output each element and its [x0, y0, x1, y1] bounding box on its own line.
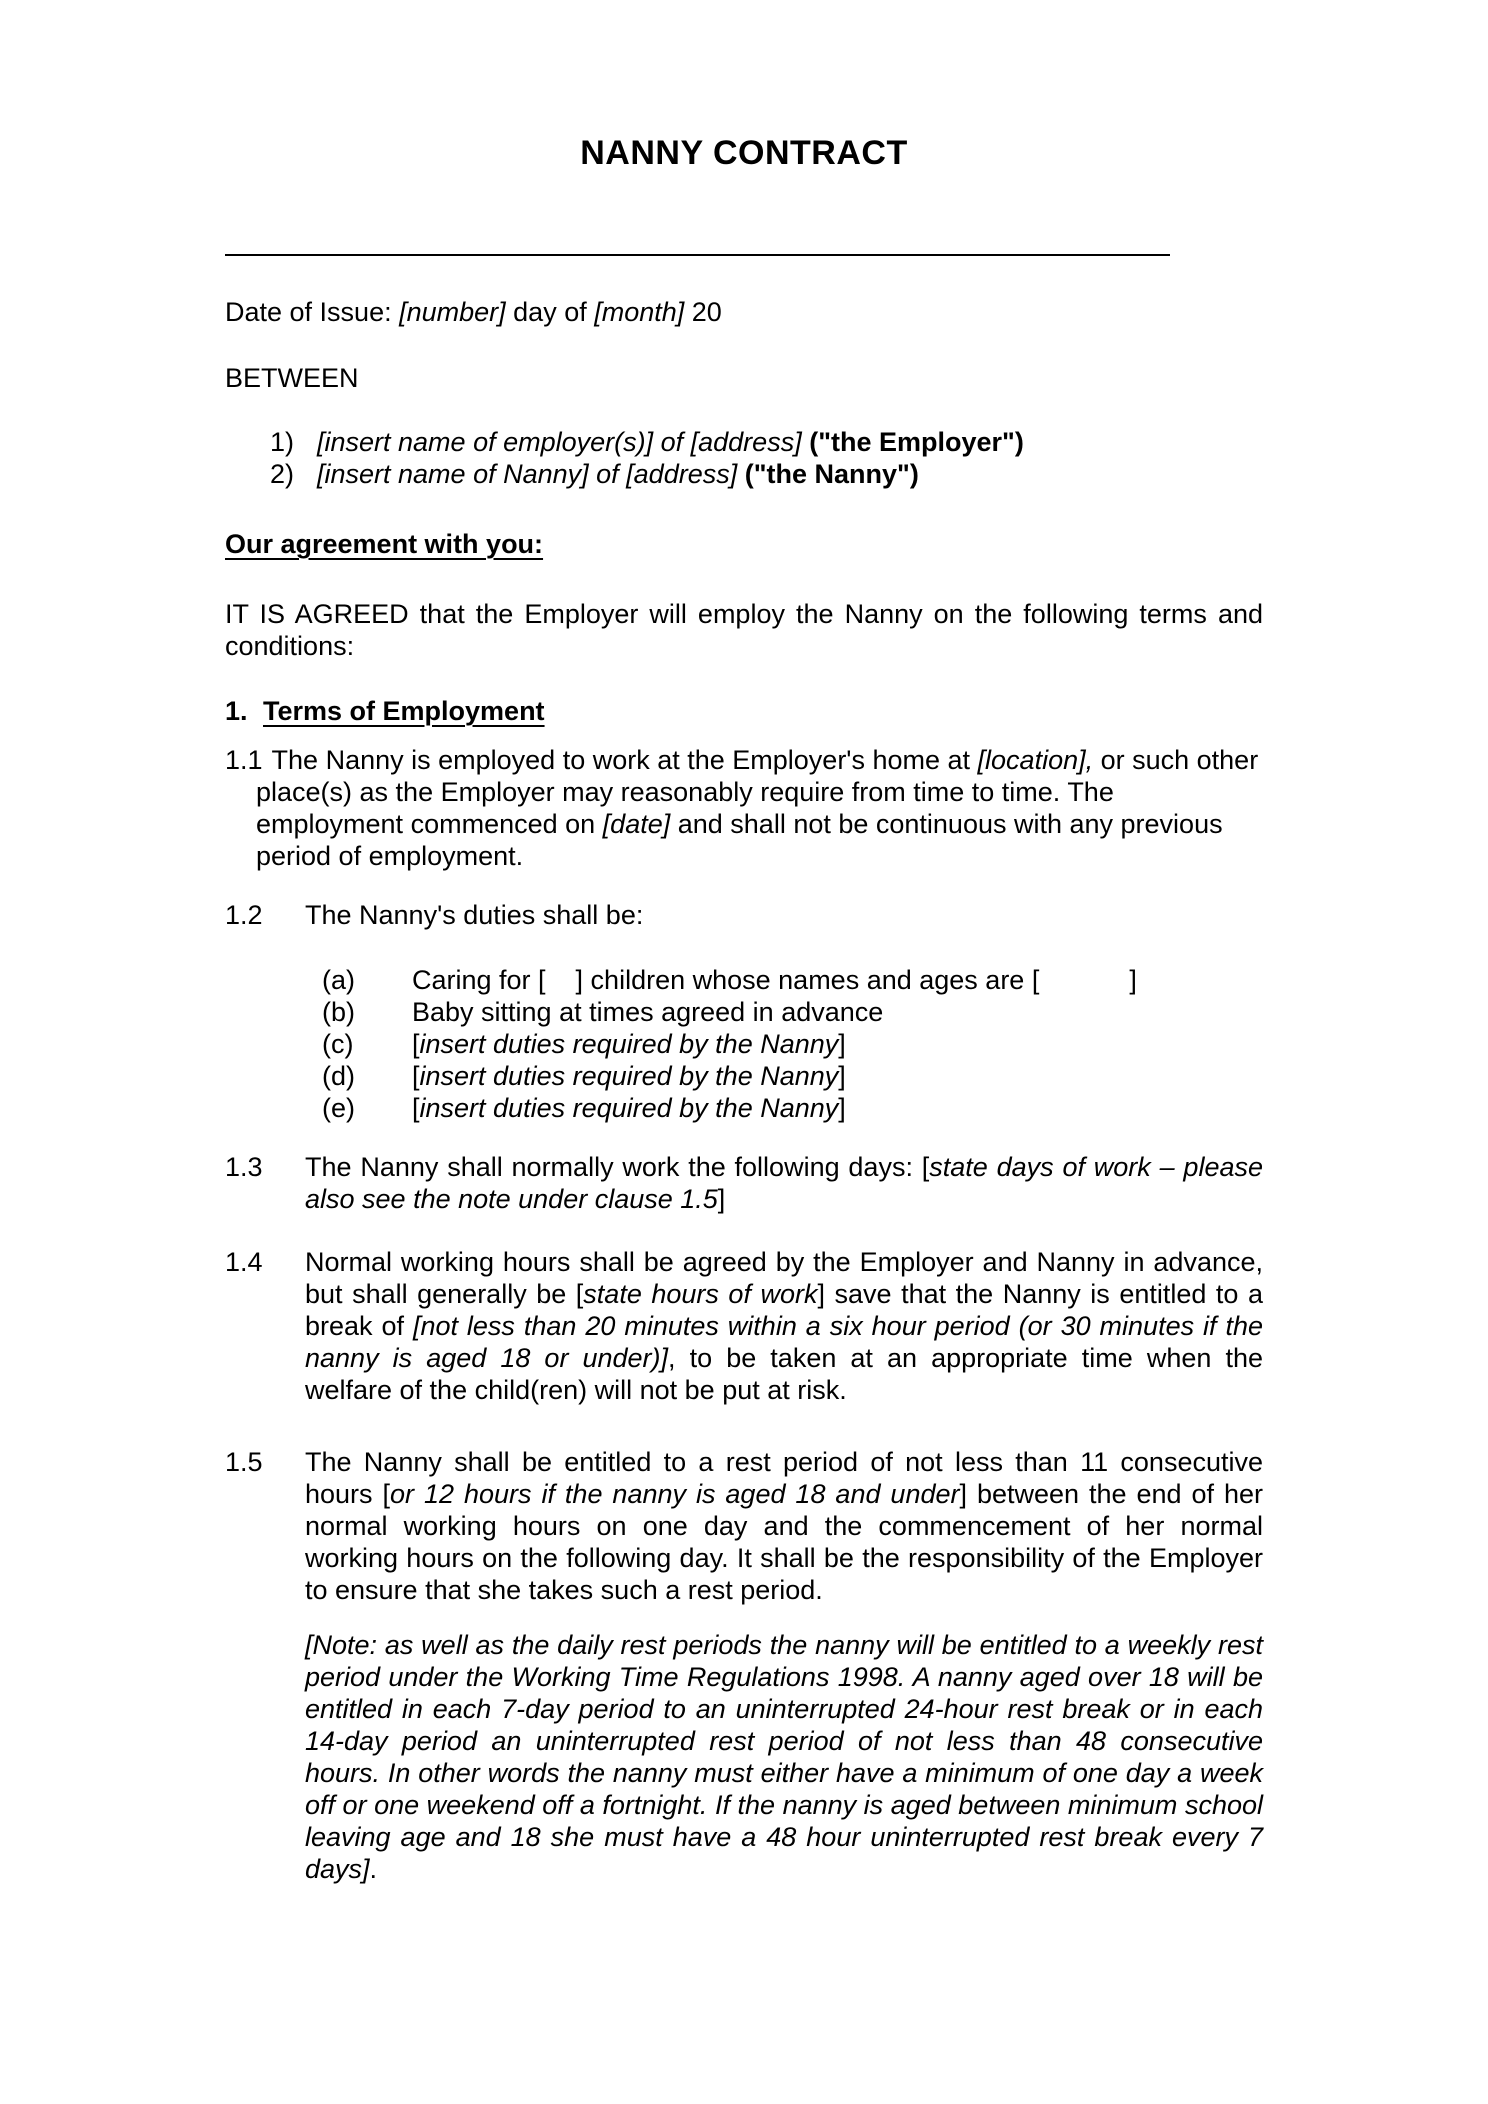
between-label: BETWEEN — [225, 363, 359, 393]
duty-text: Caring for [ ] children whose names and ages are [ ] — [412, 965, 1137, 995]
agreed-paragraph: IT IS AGREED that the Employer will employ the Nanny on the following terms and conditions: — [225, 599, 1263, 661]
page-title: NANNY CONTRACT — [580, 134, 908, 172]
clause-1-2 — [225, 899, 1263, 931]
working-time-note: [Note: as well as the daily rest periods the nanny will be entitled to a weekly rest period under the Working Time Regulations 1998. A nanny aged over 18 will be entitled in each 7-day period to an uninterrupted 24-hour rest break or in each 14-day period an uninterrupted rest period of not less than 48 consecutive hours. In other words the nanny must either have a minimum of one day a week off or one weekend off a fortnight. If the nanny is aged between minimum school leaving age and 18 she must have a 48 hour uninterrupted rest break every 7 days]. — [305, 1630, 1263, 1884]
parties-list — [225, 426, 1263, 490]
clause-text: The Nanny shall normally work the following days: [state days of work – please also see the note under clause 1.5] — [305, 1152, 1263, 1214]
clause-number: 1.2 — [225, 900, 263, 930]
clause-number: 1.1 — [225, 745, 263, 775]
duty-marker: (e) — [322, 1093, 355, 1123]
clause-1-4 — [225, 1246, 1263, 1406]
party-text: [insert name of Nanny] of [address] ("the Nanny") — [317, 459, 919, 489]
party-text: [insert name of employer(s)] of [address] ("the Employer") — [317, 427, 1024, 457]
duty-marker: (a) — [322, 965, 355, 995]
duty-marker: (d) — [322, 1061, 355, 1091]
section-title: Terms of Employment — [263, 696, 545, 726]
clause-text: Normal working hours shall be agreed by the Employer and Nanny in advance, but shall generally be [state hours of work] save that the Nanny is entitled to a break of [not less than 20 minutes within a six hour period (or 30 minutes if the nanny is aged 18 or under)], to be taken at an appropriate time when the welfare of the child(ren) will not be put at risk. — [305, 1247, 1263, 1405]
section-1-heading — [225, 695, 1263, 727]
clause-number: 1.4 — [225, 1247, 263, 1277]
clause-number: 1.5 — [225, 1447, 263, 1477]
agreement-heading: Our agreement with you: — [225, 529, 544, 559]
clause-1-3 — [225, 1151, 1263, 1215]
party-item-nanny — [225, 458, 1263, 490]
clause-1-5 — [225, 1446, 1263, 1606]
clause-number: 1.3 — [225, 1152, 263, 1182]
clause-text: The Nanny's duties shall be: — [305, 900, 644, 930]
clause-text: The Nanny is employed to work at the Employer's home at [location], or such other place(s) as the Employer may reasonably require from time to time. The employment commenced on [date] and shall not be continuous with any previous period of employment. — [256, 745, 1259, 871]
duty-item-d — [225, 1060, 1263, 1092]
party-item-employer — [225, 426, 1263, 458]
duty-marker: (b) — [322, 997, 355, 1027]
duty-text: [insert duties required by the Nanny] — [412, 1093, 846, 1123]
party-number: 2) — [270, 459, 295, 489]
clause-1-1 — [225, 744, 1263, 872]
section-number: 1. — [225, 696, 248, 726]
party-number: 1) — [270, 427, 295, 457]
date-of-issue-line: Date of Issue: [number] day of [month] 20 — [225, 297, 722, 327]
duty-item-e — [225, 1092, 1263, 1124]
duty-item-a — [225, 964, 1263, 996]
document-content — [225, 0, 1263, 1885]
duty-text: [insert duties required by the Nanny] — [412, 1029, 846, 1059]
duty-item-c — [225, 1028, 1263, 1060]
duty-text: [insert duties required by the Nanny] — [412, 1061, 846, 1091]
duty-item-b — [225, 996, 1263, 1028]
duty-text: Baby sitting at times agreed in advance — [412, 997, 884, 1027]
clause-text: The Nanny shall be entitled to a rest period of not less than 11 consecutive hours [or 12 hours if the nanny is aged 18 and under] between the end of her normal working hours on one day and the commencement of her normal working hours on the following day. It shall be the responsibility of the Employer to ensure that she takes such a rest period. — [305, 1447, 1264, 1605]
duty-marker: (c) — [322, 1029, 354, 1059]
duties-list — [225, 964, 1263, 1124]
title-divider-rule — [225, 254, 1170, 256]
